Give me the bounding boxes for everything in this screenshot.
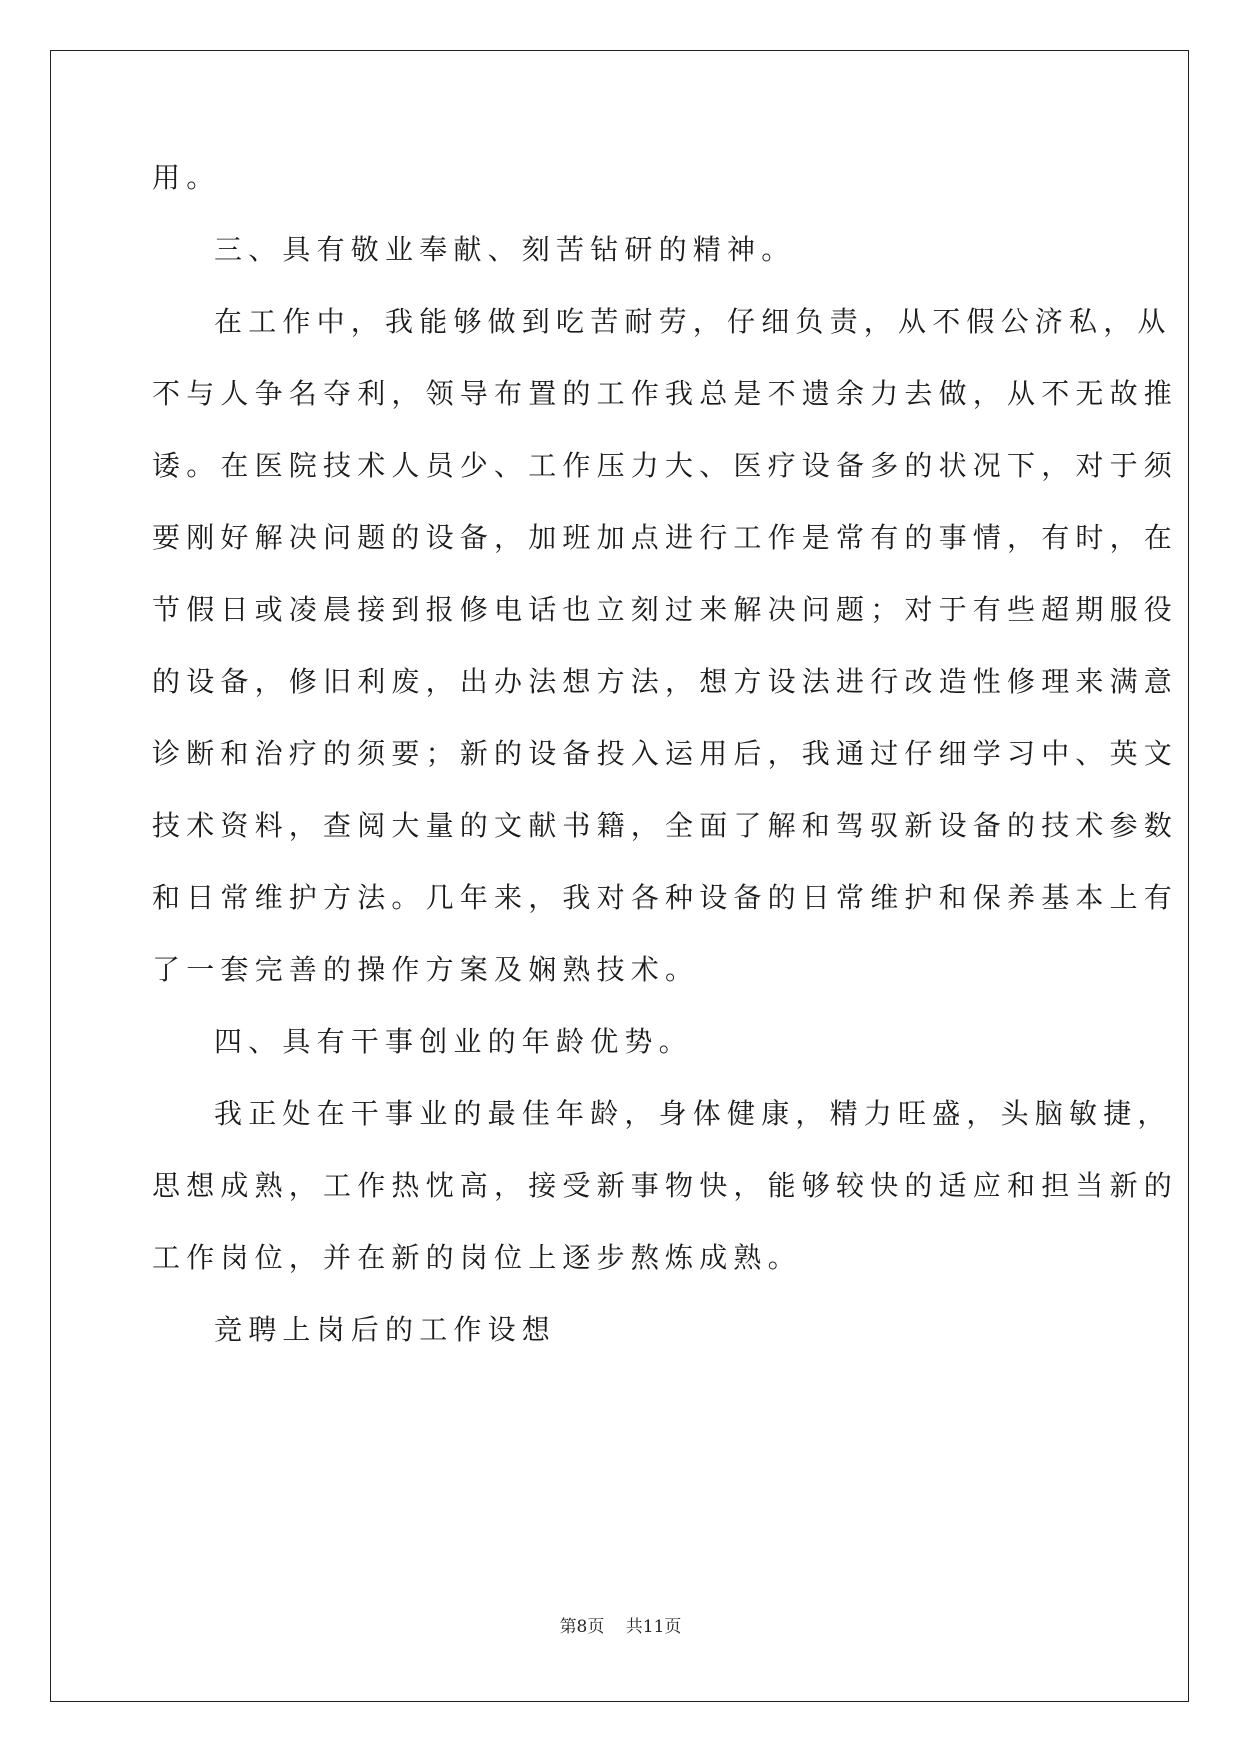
text-line: 要刚好解决问题的设备，加班加点进行工作是常有的事情，有时，在 xyxy=(152,521,1179,554)
text-line: 的设备，修旧利废，出办法想方法，想方设法进行改造性修理来满意 xyxy=(152,665,1179,698)
text-line: 技术资料，查阅大量的文献书籍，全面了解和驾驭新设备的技术参数 xyxy=(152,809,1179,842)
page-number: 第8页 xyxy=(559,1617,605,1637)
text-line: 不与人争名夺利，领导布置的工作我总是不遗余力去做，从不无故推 xyxy=(152,377,1179,410)
text-line: 和日常维护方法。几年来，我对各种设备的日常维护和保养基本上有 xyxy=(152,881,1179,914)
text-line: 诊断和治疗的须要；新的设备投入运用后，我通过仔细学习中、英文 xyxy=(152,737,1179,770)
text-line: 了一套完善的操作方案及娴熟技术。 xyxy=(152,953,700,986)
text-line: 节假日或凌晨接到报修电话也立刻过来解决问题；对于有些超期服役 xyxy=(152,593,1179,626)
page-footer xyxy=(0,1612,1241,1637)
text-line: 用。 xyxy=(152,161,221,194)
text-line: 诿。在医院技术人员少、工作压力大、医疗设备多的状况下，对于须 xyxy=(152,449,1179,482)
text-line: 思想成熟，工作热忱高，接受新事物快，能够较快的适应和担当新的 xyxy=(152,1169,1179,1202)
section-heading: 四、具有干事创业的年龄优势。 xyxy=(214,1025,693,1058)
text-line: 我正处在干事业的最佳年龄，身体健康，精力旺盛，头脑敏捷， xyxy=(214,1097,1172,1130)
section-heading: 竞聘上岗后的工作设想 xyxy=(214,1313,557,1346)
text-line: 工作岗位，并在新的岗位上逐步熬炼成熟。 xyxy=(152,1241,802,1274)
page-frame xyxy=(50,50,1189,1702)
section-heading: 三、具有敬业奉献、刻苦钻研的精神。 xyxy=(214,233,796,266)
page-total: 共11页 xyxy=(625,1617,682,1637)
text-line: 在工作中，我能够做到吃苦耐劳，仔细负责，从不假公济私，从 xyxy=(214,305,1172,338)
